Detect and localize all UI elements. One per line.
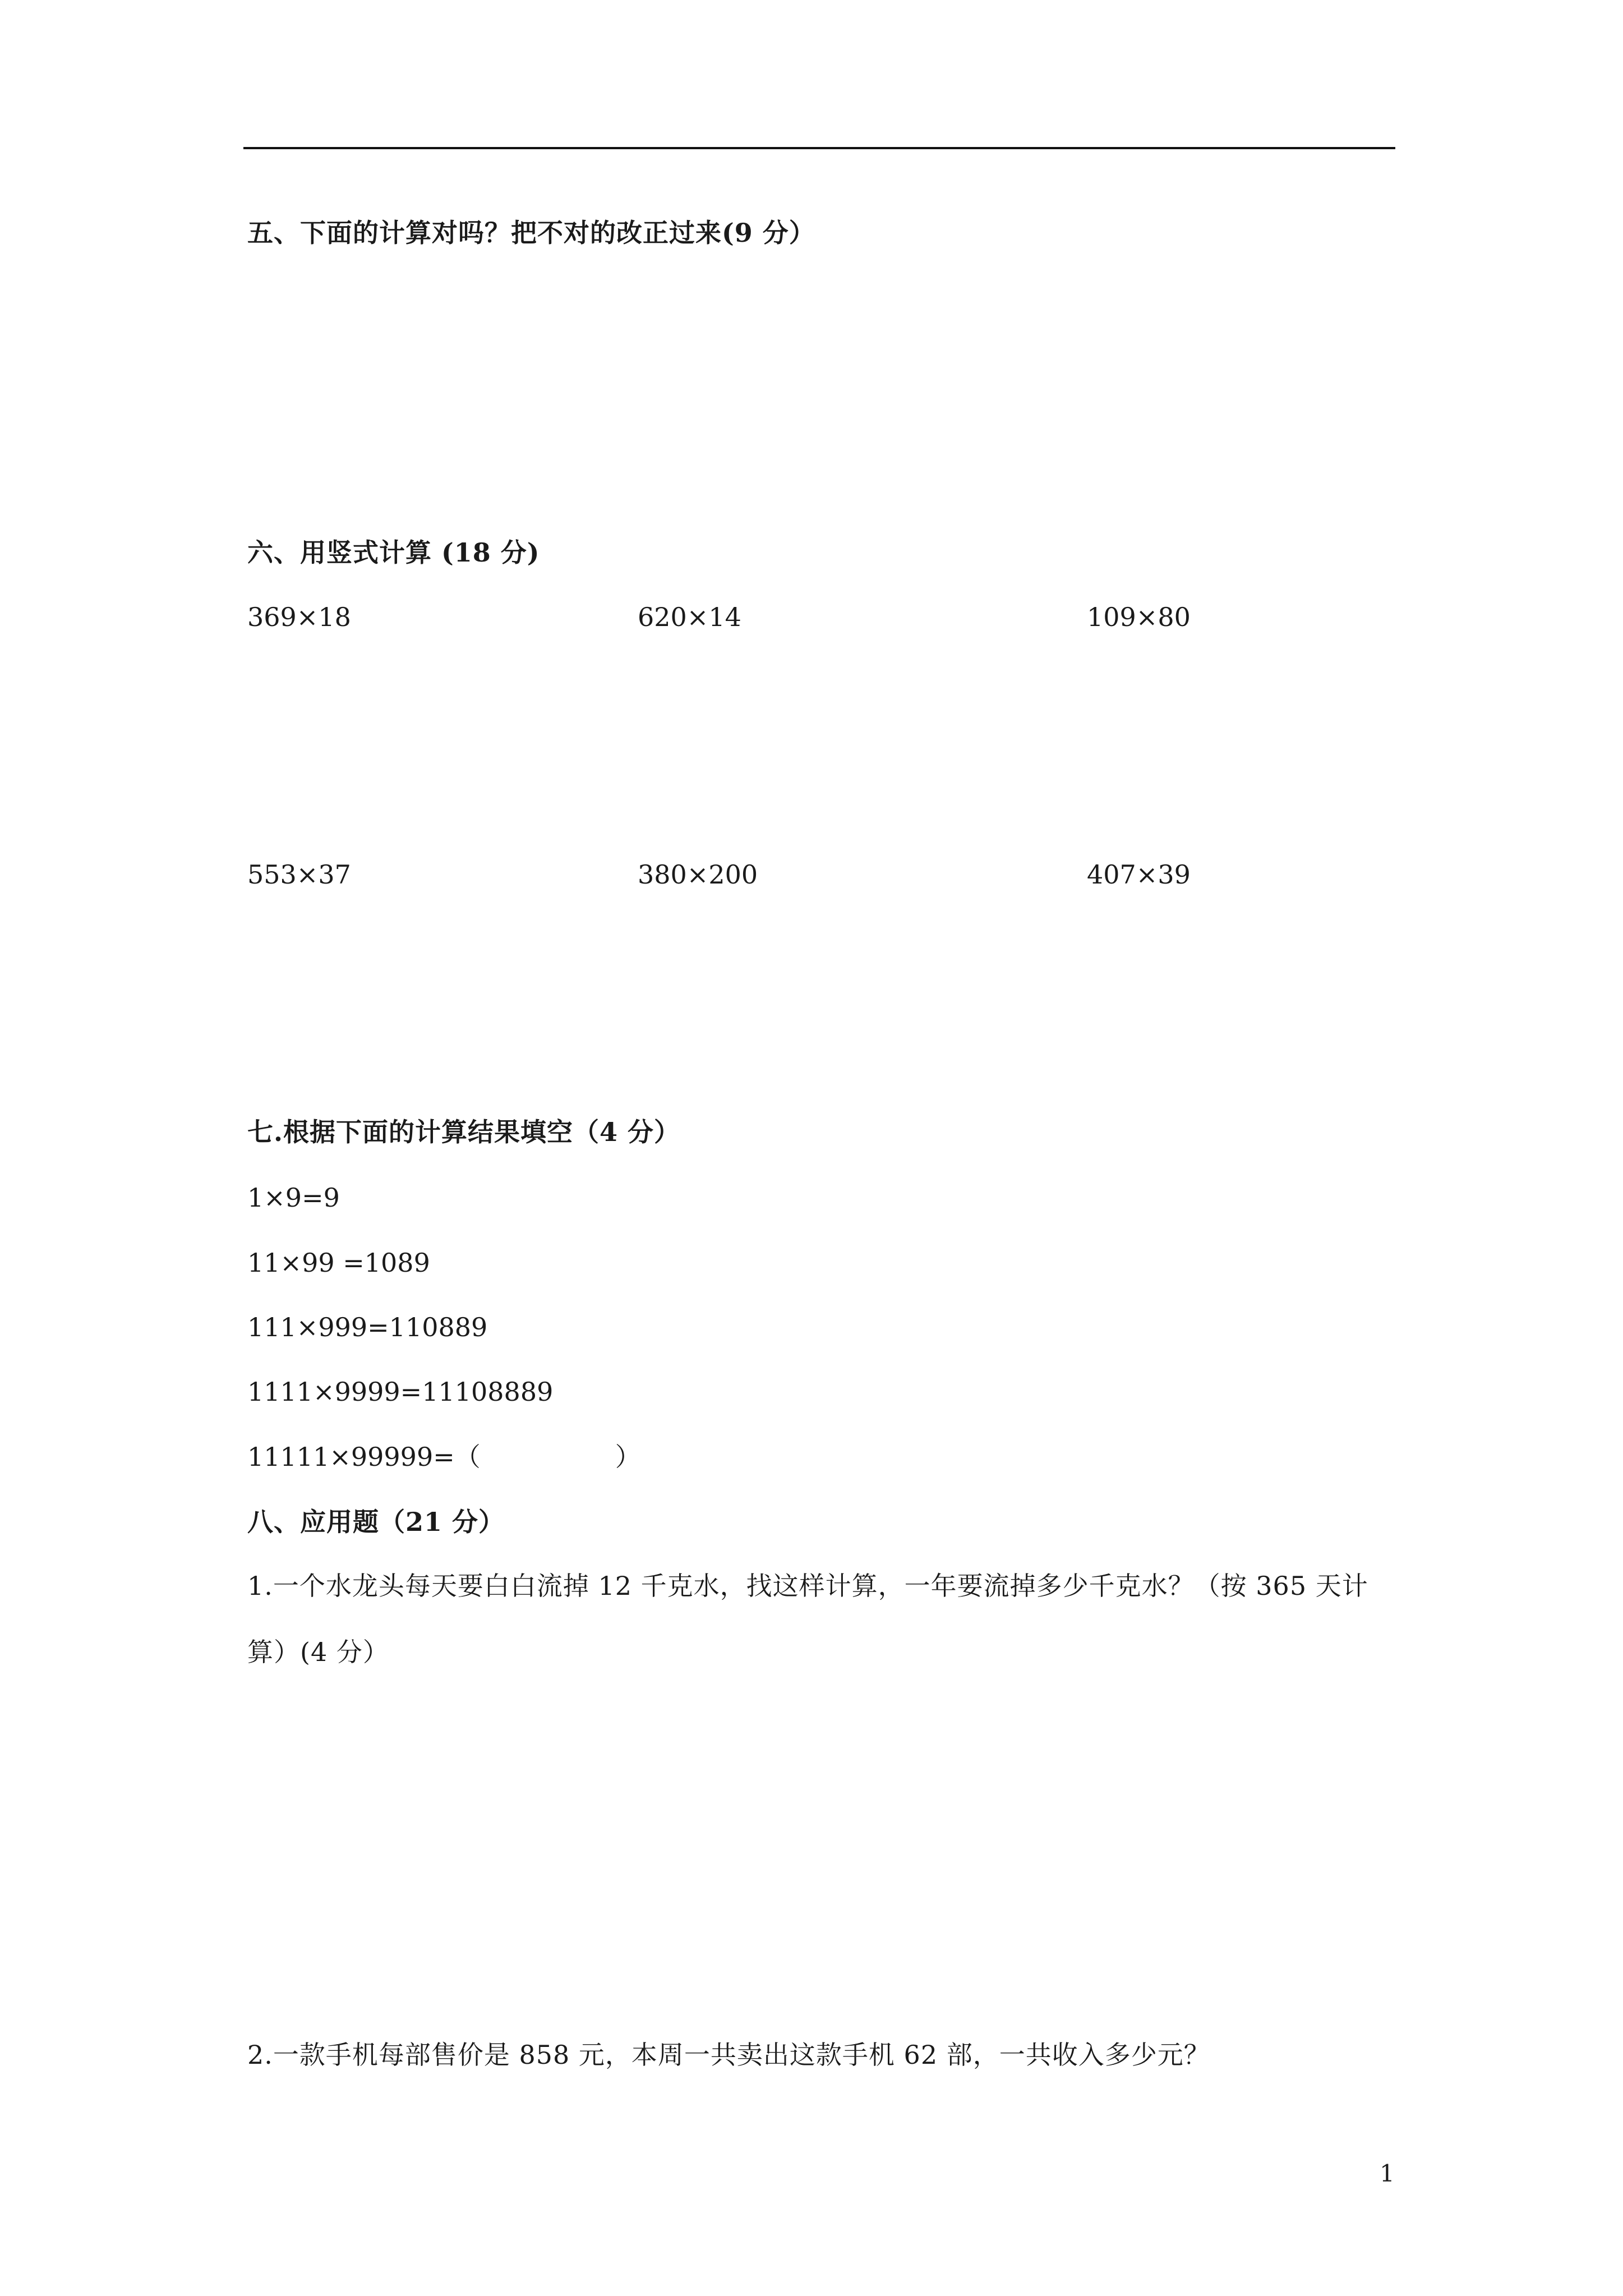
pattern-line: 111×999=110889 (247, 1312, 488, 1342)
page-number: 1 (1380, 2160, 1395, 2187)
section-5-title: 五、下面的计算对吗？把不对的改正过来(9 分） (247, 218, 815, 248)
header-rule (243, 147, 1395, 149)
calc-problem: 109×80 (1087, 602, 1191, 632)
calc-problem: 620×14 (638, 602, 741, 632)
calc-problem: 553×37 (247, 859, 351, 890)
calc-problem: 407×39 (1087, 859, 1191, 890)
fill-in-prefix: 11111×99999=（ (247, 1442, 481, 1472)
word-problem-1: 1.一个水龙头每天要白白流掉 12 千克水，找这样计算，一年要流掉多少千克水？（按 365 天计算）(4 分） (247, 1571, 1368, 1667)
calc-problem: 369×18 (247, 602, 351, 632)
section-6-title: 六、用竖式计算 (18 分) (247, 537, 540, 568)
section-8-title: 八、应用题（21 分） (247, 1507, 505, 1537)
word-problem-2: 2.一款手机每部售价是 858 元，本周一共卖出这款手机 62 部，一共收入多少元？ (247, 2040, 1210, 2070)
pattern-line: 1×9=9 (247, 1182, 340, 1213)
fill-in-line (247, 1444, 641, 1470)
calc-problem: 380×200 (638, 859, 758, 890)
pattern-line: 11×99 =1089 (247, 1248, 430, 1278)
pattern-line: 1111×9999=11108889 (247, 1377, 554, 1407)
fill-in-suffix: ） (615, 1442, 641, 1472)
section-7-title: 七.根据下面的计算结果填空（4 分） (247, 1117, 681, 1147)
